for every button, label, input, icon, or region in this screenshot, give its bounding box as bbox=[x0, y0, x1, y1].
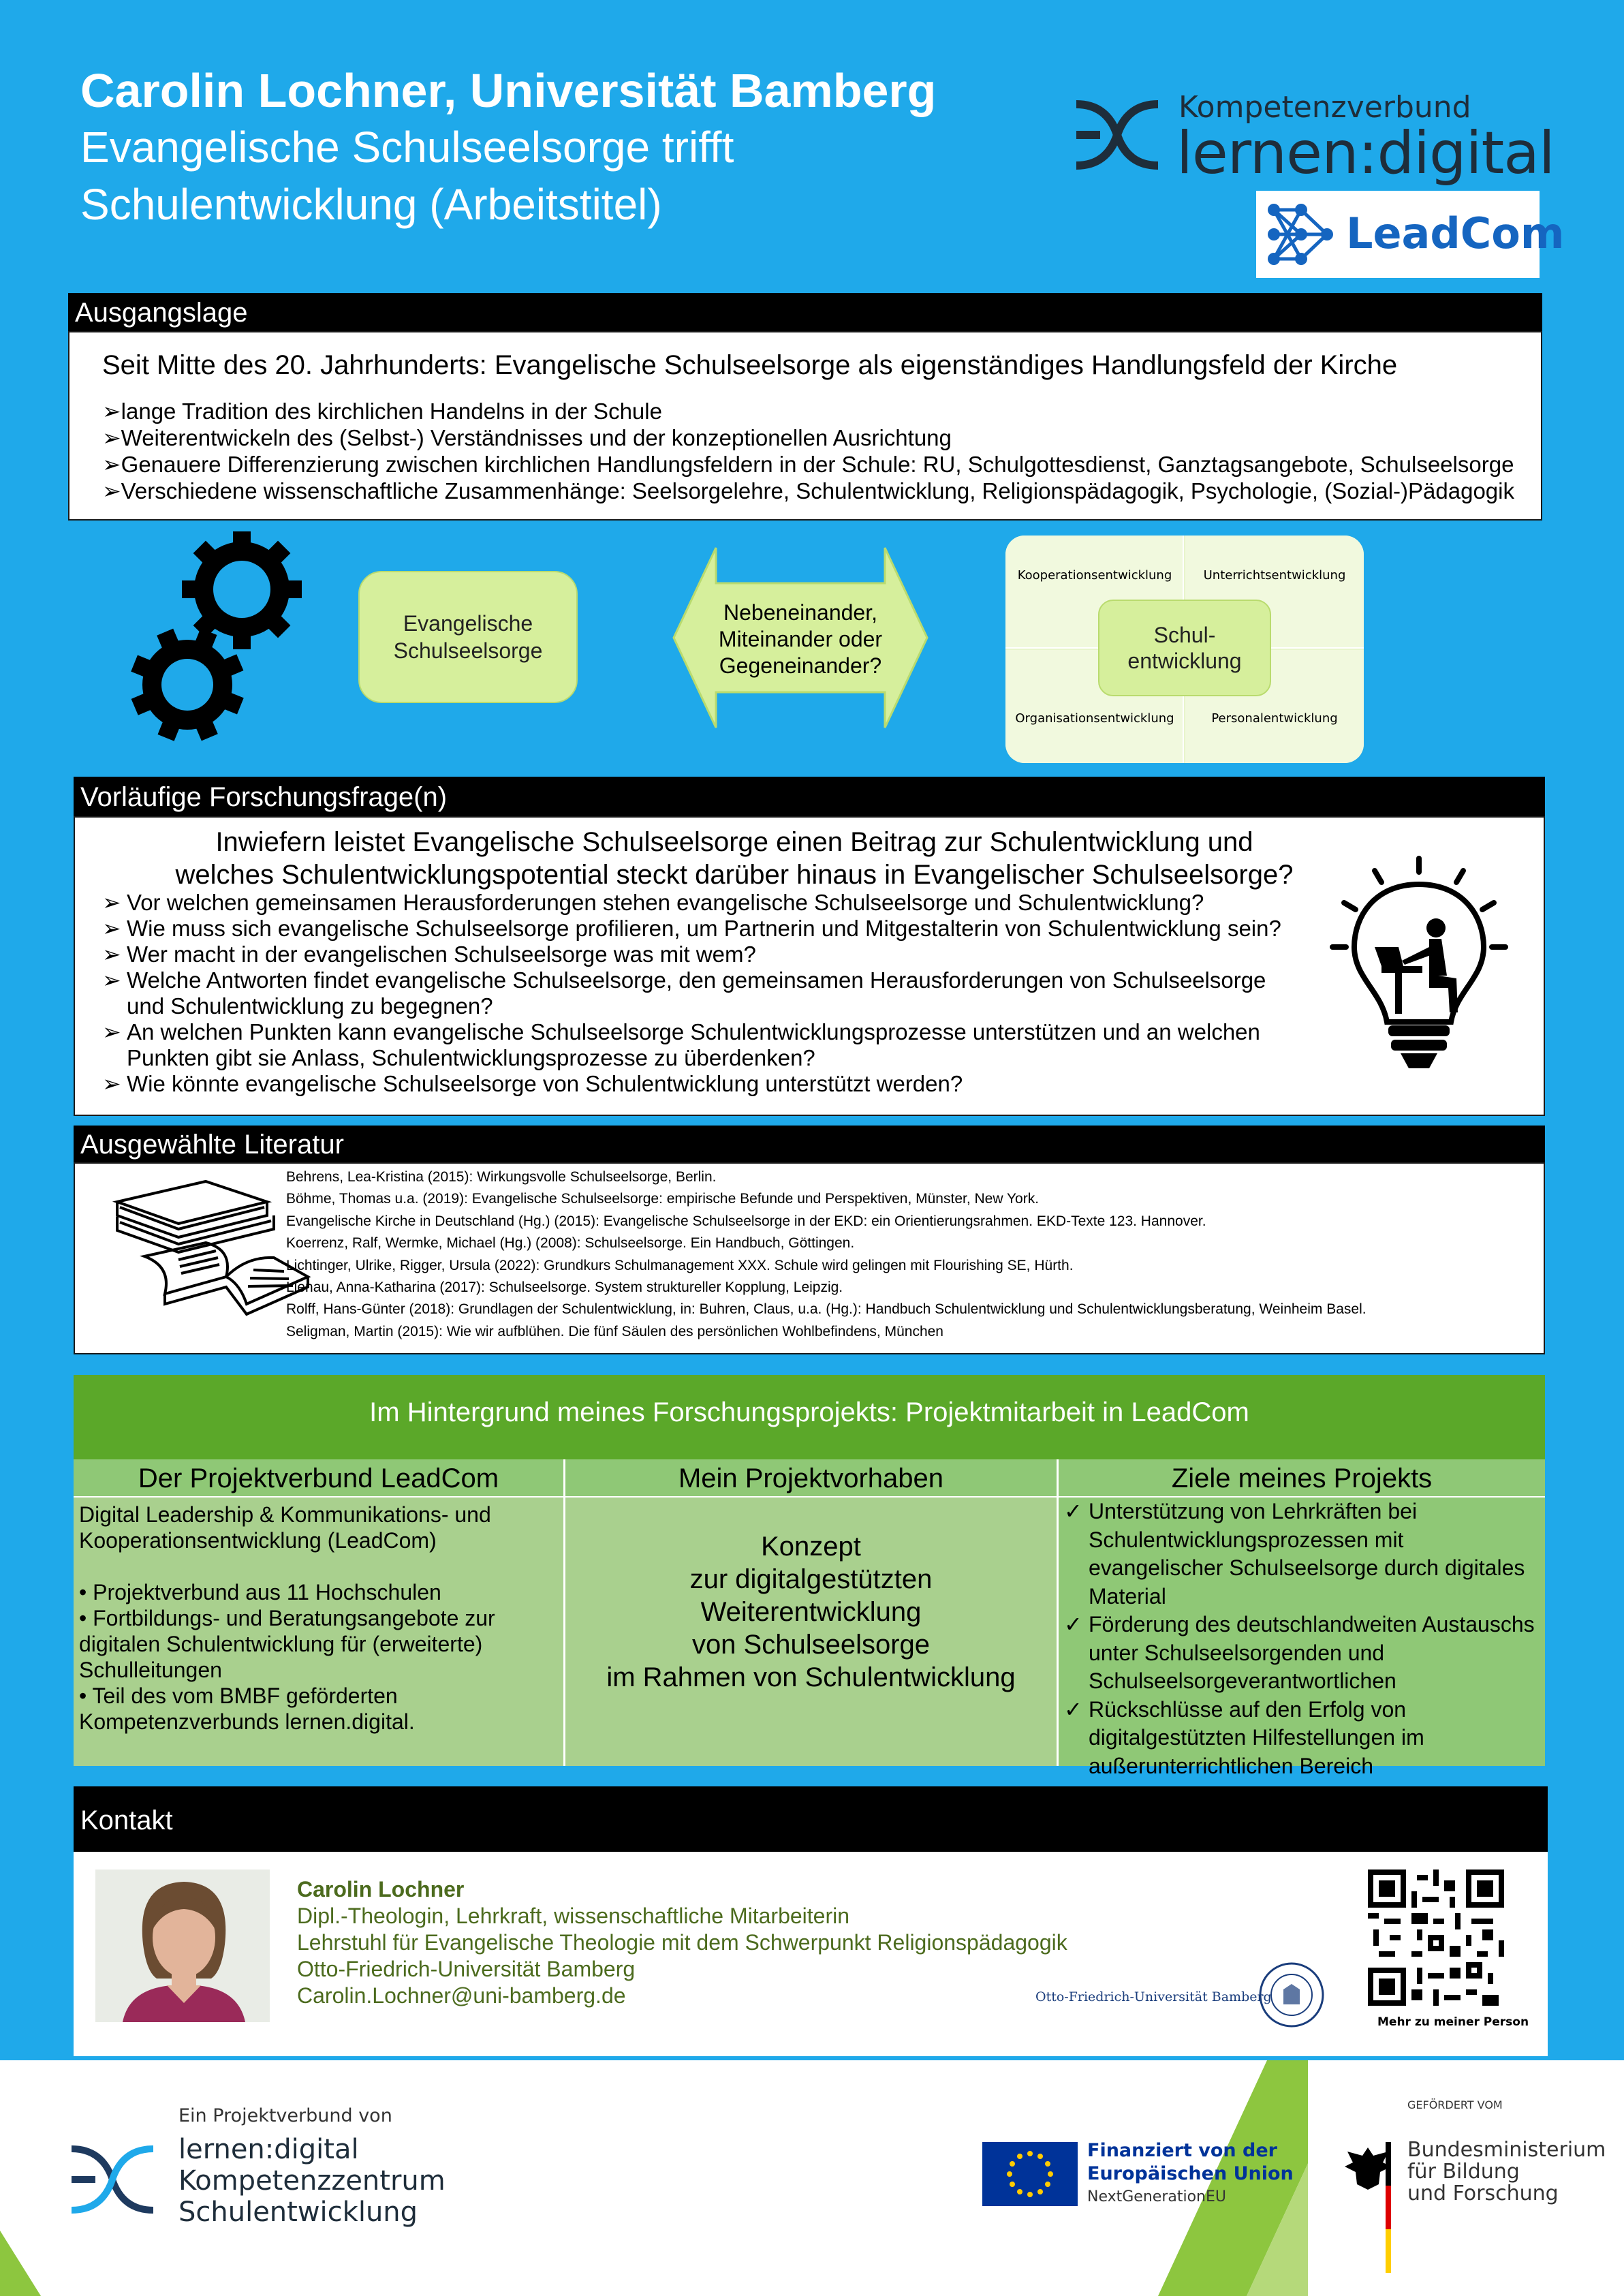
author-line: Carolin Lochner, Universität Bamberg bbox=[80, 64, 937, 117]
literature-item: Lichtinger, Ulrike, Rigger, Ursula (2022): Grundkurs Schulmanagement XXX. Schule wird gelingen mit Flourishing SE, Hürth. bbox=[286, 1257, 1074, 1273]
quad-organisationsentwicklung: Organisationsentwicklung bbox=[1015, 711, 1174, 726]
check-icon: ✓ bbox=[1064, 1499, 1082, 1523]
forschung-body bbox=[74, 816, 1545, 1116]
check-icon: ✓ bbox=[1064, 1612, 1082, 1636]
list-item: ➢ Wer macht in der evangelischen Schulseelsorge was mit wem? bbox=[102, 942, 756, 967]
list-item: ✓ Rückschlüsse auf den Erfolg von digitalgestützten Hilfestellungen im außerunterrichtlichen Bereich bbox=[1064, 1696, 1540, 1781]
column-heading: Mein Projektvorhaben bbox=[565, 1459, 1057, 1498]
lightbulb-idea-icon bbox=[1327, 852, 1511, 1076]
column-body: Digital Leadership & Kommunikations- und Kooperationsentwicklung (LeadCom) • Projektverbund aus 11 Hochschulen • Fortbildungs- und Beratungsangebote zur digitalen Schulentwicklung für (erweiterte) Schulleitungen • Teil des vom BMBF geförderten Kompetenzverbunds lernen.digital. bbox=[74, 1498, 563, 1739]
list-item: ➢Genauere Differenzierung zwischen kirchlichen Handlungsfeldern in der Schule: RU, Schulgottesdienst, Ganztagsangebote, Schulseelsorge bbox=[102, 452, 1514, 477]
quad-kooperationsentwicklung: Kooperationsentwicklung bbox=[1017, 568, 1172, 583]
quad-unterrichtsentwicklung: Unterrichtsentwicklung bbox=[1203, 568, 1346, 583]
main-research-question: Inwiefern leistet Evangelische Schulseelsorge einen Beitrag zur Schulentwicklung und welches Schulentwicklungspotential steckt darüber hinaus in Evangelischer Schulseelsorge? bbox=[175, 827, 1294, 890]
projekt-table bbox=[74, 1375, 1545, 1778]
contact-name: Carolin Lochner bbox=[297, 1877, 465, 1902]
title-line-1: Evangelische Schulseelsorge trifft bbox=[80, 123, 734, 172]
list-item: ➢ Welche Antworten findet evangelische Schulseelsorge, den gemeinsamen Herausforderungen von Schulseelsorge und Schulentwicklung zu begegnen? bbox=[102, 967, 1266, 1019]
literatur-body bbox=[74, 1162, 1545, 1354]
kompetenzverbund-text: Kompetenzverbund bbox=[1178, 90, 1471, 125]
research-questions-list bbox=[102, 890, 1294, 1097]
list-item: ➢ Wie muss sich evangelische Schulseelsorge profilieren, um Partnerin und Mitgestalterin von Schulentwicklung sein? bbox=[102, 916, 1281, 941]
section-heading-kontakt: Kontakt bbox=[74, 1786, 1548, 1853]
list-item: • Projektverbund aus 11 Hochschulen bbox=[79, 1580, 441, 1604]
section-heading-ausgangslage: Ausgangslage bbox=[68, 293, 1542, 332]
lernen-digital-footer-icon bbox=[68, 2135, 157, 2224]
list-item: • Fortbildungs- und Beratungsangebote zur digitalen Schulentwicklung für (erweiterte) Schulleitungen bbox=[79, 1606, 495, 1682]
logo-leadcom bbox=[1256, 191, 1565, 278]
ausgangslage-lead: Seit Mitte des 20. Jahrhunderts: Evangelische Schulseelsorge als eigenständiges Handlungsfeld der Kirche bbox=[102, 350, 1398, 380]
box-evangelische-schulseelsorge: Evangelische Schulseelsorge bbox=[358, 571, 578, 703]
uni-seal-icon bbox=[1258, 1961, 1326, 2029]
contact-chair: Lehrstuhl für Evangelische Theologie mit dem Schwerpunkt Religionspädagogik bbox=[297, 1930, 1067, 1955]
column-body bbox=[1059, 1498, 1545, 1784]
literature-item: Koerrenz, Ralf, Wermke, Michael (Hg.) (2008): Schulseelsorge. Ein Handbuch, Göttingen. bbox=[286, 1235, 855, 1252]
schulentwicklung-diagram bbox=[1005, 536, 1364, 763]
leadcom-text: LeadCom bbox=[1346, 208, 1565, 258]
contact-details bbox=[297, 1876, 1067, 2009]
lernen-digital-logo-icon bbox=[1073, 94, 1161, 176]
federal-eagle-icon bbox=[1341, 2142, 1395, 2278]
list-item: ✓ Förderung des deutschlandweiten Austauschs unter Schulseelsorgenden und Schulseelsorgeverantwortlichen bbox=[1064, 1611, 1540, 1696]
logo-kompetenzverbund bbox=[1073, 82, 1555, 191]
literature-item: Rolff, Hans-Günter (2018): Grundlagen der Schulentwicklung, in: Buhren, Claus, u.a. (Hg.): Handbuch Schulentwicklung und Schulentwicklungsberatung, Weinheim Basel. bbox=[286, 1301, 1367, 1318]
list-item: ➢ Vor welchen gemeinsamen Herausforderungen stehen evangelische Schulseelsorge und Schulentwicklung? bbox=[102, 890, 1204, 915]
portrait-photo bbox=[95, 1870, 270, 2022]
bmbf-logo bbox=[1308, 2060, 1624, 2296]
column-heading: Ziele meines Projekts bbox=[1059, 1459, 1545, 1498]
literature-item: Böhme, Thomas u.a. (2019): Evangelische Schulseelsorge: empirische Befunde und Perspektiven, Münster, New York. bbox=[286, 1191, 1040, 1207]
bmbf-label: GEFÖRDERT VOM bbox=[1407, 2098, 1503, 2111]
literature-item: Seligman, Martin (2015): Wie wir aufblühen. Die fünf Säulen des persönlichen Wohlbefindens, München bbox=[286, 1323, 943, 1339]
column-heading: Der Projektverbund LeadCom bbox=[74, 1459, 563, 1498]
eu-flag-icon bbox=[982, 2142, 1078, 2206]
list-item: ➢Weiterentwickeln des (Selbst-) Verständnisses und der konzeptionellen Ausrichtung bbox=[102, 425, 952, 450]
gears-icon bbox=[123, 531, 307, 749]
uni-bamberg-logo-text: Otto-Friedrich-Universität Bamberg bbox=[1035, 1989, 1272, 2004]
literature-item: Evangelische Kirche in Deutschland (Hg.) (2015): Evangelische Schulseelsorge in der EKD: ein Orientierungsrahmen. EKD-Texte 123. Hannover. bbox=[286, 1213, 1206, 1229]
check-icon: ✓ bbox=[1064, 1696, 1082, 1722]
quad-personalentwicklung: Personalentwicklung bbox=[1211, 711, 1338, 726]
bmbf-text: Bundesministerium für Bildung und Forschung bbox=[1407, 2138, 1606, 2205]
section-heading-literatur: Ausgewählte Literatur bbox=[74, 1126, 1545, 1164]
projekt-title: Im Hintergrund meines Forschungsprojekts: Projektmitarbeit in LeadCom bbox=[74, 1375, 1545, 1459]
ausgangslage-list bbox=[102, 398, 1514, 504]
books-icon bbox=[104, 1175, 315, 1318]
list-item: ➢ An welchen Punkten kann evangelische Schulseelsorge Schulentwicklungsprozesse unterstützen und an welchen Punkten gibt sie Anlass, Schulentwicklungsprozesse zu überdenken? bbox=[102, 1019, 1260, 1070]
list-item: ✓ Unterstützung von Lehrkräften bei Schulentwicklungsprozessen mit evangelischer Schulseelsorge durch digitales Material bbox=[1064, 1498, 1540, 1611]
literature-item: Lienau, Anna-Katharina (2017): Schulseelsorge. System struktureller Kopplung, Leipzig. bbox=[286, 1279, 843, 1296]
section-heading-forschungsfrage: Vorläufige Forschungsfrage(n) bbox=[74, 777, 1545, 818]
list-item: • Teil des vom BMBF geförderten Kompetenzverbunds lernen.digital. bbox=[79, 1684, 415, 1734]
qr-code[interactable] bbox=[1368, 1870, 1504, 2006]
column-projektverbund bbox=[74, 1459, 565, 1766]
list-item: ➢Verschiedene wissenschaftliche Zusammenhänge: Seelsorgelehre, Schulentwicklung, Religionspädagogik, Psychologie, (Sozial-)Pädagogik bbox=[102, 478, 1514, 503]
ausgangslage-body bbox=[68, 331, 1542, 521]
kontakt-body bbox=[74, 1852, 1548, 2056]
arrow-text: Nebeneinander, Miteinander oder Gegeneinander? bbox=[718, 600, 883, 678]
box-schulentwicklung: Schul-entwicklung bbox=[1098, 600, 1271, 696]
eu-funding-text: Finanziert von der Europäischen Union NextGenerationEU bbox=[1087, 2140, 1294, 2205]
footer bbox=[0, 2060, 1624, 2296]
qr-caption: Mehr zu meiner Person bbox=[1377, 2015, 1529, 2029]
poster-title bbox=[80, 63, 966, 233]
literature-list bbox=[286, 1166, 1540, 1343]
verbund-label: Ein Projektverbund von bbox=[178, 2105, 392, 2126]
list-item: ➢ Wie könnte evangelische Schulseelsorge von Schulentwicklung unterstützt werden? bbox=[102, 1071, 963, 1096]
contact-university: Otto-Friedrich-Universität Bamberg bbox=[297, 1957, 636, 1981]
network-icon bbox=[1260, 196, 1341, 273]
list-item: ➢lange Tradition des kirchlichen Handelns in der Schule bbox=[102, 399, 662, 424]
lernen-digital-text: lernen:digital bbox=[1176, 119, 1555, 187]
contact-email[interactable]: Carolin.Lochner@uni-bamberg.de bbox=[297, 1983, 626, 2008]
column-body: Konzept zur digitalgestützten Weiterentwicklung von Schulseelsorge im Rahmen von Schulentwicklung bbox=[606, 1532, 1016, 1692]
column-projektvorhaben bbox=[565, 1459, 1059, 1766]
contact-role: Dipl.-Theologin, Lehrkraft, wissenschaftliche Mitarbeiterin bbox=[297, 1904, 850, 1928]
title-line-2: Schulentwicklung (Arbeitstitel) bbox=[80, 180, 662, 229]
literature-item: Behrens, Lea-Kristina (2015): Wirkungsvolle Schulseelsorge, Berlin. bbox=[286, 1169, 717, 1185]
verbund-text: lernen:digital Kompetenzzentrum Schulentwicklung bbox=[178, 2134, 446, 2228]
column-ziele bbox=[1059, 1459, 1545, 1778]
